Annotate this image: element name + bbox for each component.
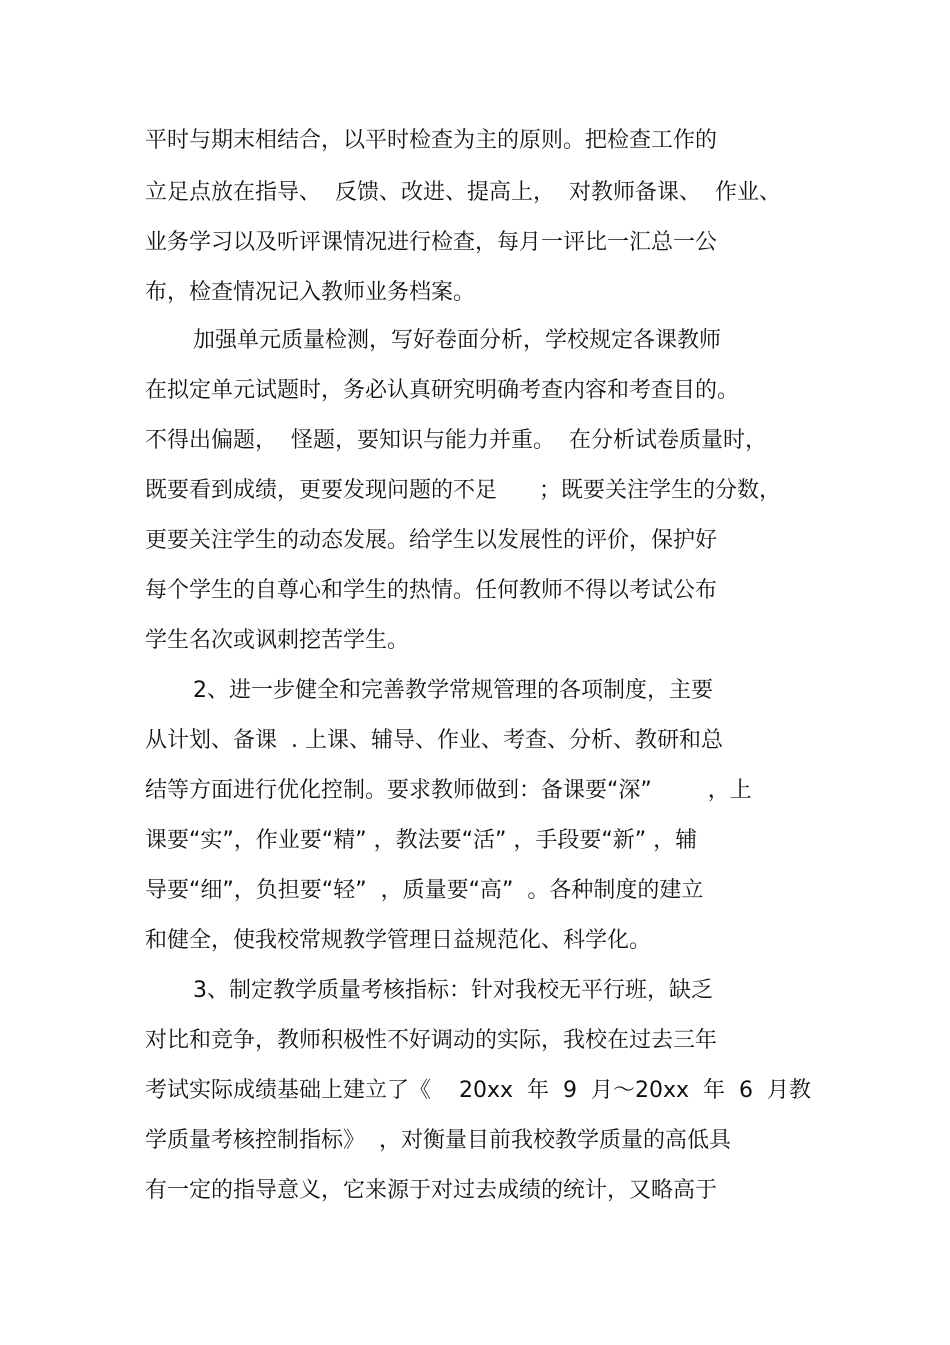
- text-line: 3、制定教学质量考核指标：针对我校无平行班，缺乏: [193, 978, 713, 1003]
- text-line: 业务学习以及听评课情况进行检查，每月一评比一汇总一公: [145, 230, 718, 255]
- text-line: 有一定的指导意义，它来源于对过去成绩的统计，又略高于: [145, 1178, 718, 1203]
- text-line: 平时与期末相结合，以平时检查为主的原则。把检查工作的: [145, 128, 718, 153]
- text-line: 学生名次或讽刺挖苦学生。: [145, 628, 410, 653]
- text-line: 对比和竞争，教师积极性不好调动的实际，我校在过去三年: [145, 1028, 718, 1053]
- text-line: 考试实际成绩基础上建立了《 20xx 年 9 月～20xx 年 6 月教: [145, 1078, 811, 1103]
- text-line: 在拟定单元试题时，务必认真研究明确考查内容和考查目的。: [145, 378, 740, 403]
- text-line: 布，检查情况记入教师业务档案。: [145, 280, 476, 305]
- text-line: 既要看到成绩，更要发现问题的不足 ；既要关注学生的分数，: [145, 478, 781, 503]
- text-line: 从计划、备课 . 上课、辅导、作业、考查、分析、教研和总: [145, 728, 723, 753]
- text-line: 结等方面进行优化控制。要求教师做到：备课要“深” ，上: [145, 778, 752, 803]
- text-line: 每个学生的自尊心和学生的热情。任何教师不得以考试公布: [145, 578, 718, 603]
- text-line: 不得出偏题， 怪题，要知识与能力并重。 在分析试卷质量时，: [145, 428, 767, 453]
- text-line: 2、进一步健全和完善教学常规管理的各项制度，主要: [193, 678, 713, 703]
- text-line: 导要“细”，负担要“轻” ，质量要“高” 。各种制度的建立: [145, 878, 704, 903]
- text-line: 更要关注学生的动态发展。给学生以发展性的评价，保护好: [145, 528, 718, 553]
- text-line: 加强单元质量检测，写好卷面分析，学校规定各课教师: [193, 328, 722, 353]
- text-line: 和健全，使我校常规教学管理日益规范化、科学化。: [145, 928, 652, 953]
- text-line: 立足点放在指导、 反馈、改进、提高上， 对教师备课、 作业、: [145, 180, 781, 205]
- text-line: 学质量考核控制指标》 ，对衡量目前我校教学质量的高低具: [145, 1128, 731, 1153]
- text-line: 课要“实”，作业要“精” ，教法要“活” ，手段要“新” ，辅: [145, 828, 698, 853]
